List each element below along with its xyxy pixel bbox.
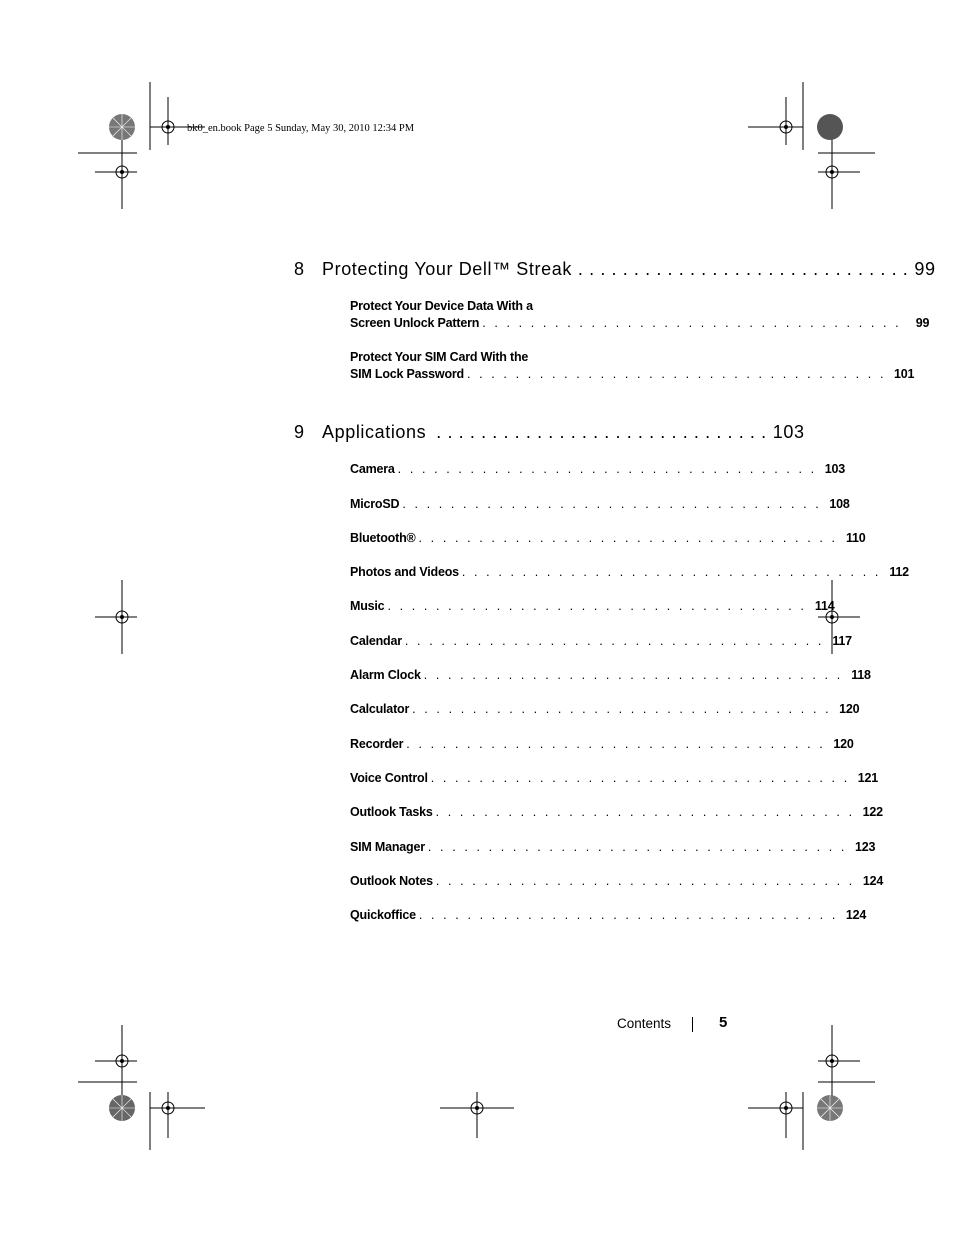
chapter-number: 8: [294, 259, 305, 279]
entry-title: MicroSD: [350, 497, 400, 511]
entry-page: 123: [854, 840, 876, 854]
entry-page: 122: [862, 805, 883, 819]
entry-title: Quickoffice: [350, 908, 416, 922]
dot-leader: . . . . . . . . . . . . . . . . . . . . . . . . . . . . . . . . . . .: [430, 771, 850, 785]
entry-page: 110: [845, 531, 866, 545]
toc-entry[interactable]: [350, 737, 854, 754]
entry-page: 124: [845, 908, 867, 922]
dot-leader: . . . . . . . . . . . . . . . . . . . . . . . . . . . . . . . . . . .: [482, 316, 902, 330]
entry-title: Bluetooth®: [350, 531, 416, 545]
entry-page: 99: [915, 316, 930, 330]
entry-page: 103: [824, 462, 845, 476]
entry-page: 118: [851, 668, 871, 682]
dot-leader: . . . . . . . . . . . . . . . . . . . . . . . . . . . . . . . . . . .: [412, 702, 832, 716]
entry-page: 101: [894, 367, 915, 381]
toc-entry[interactable]: [350, 771, 879, 788]
entry-title: Camera: [350, 462, 395, 476]
entry-page: 117: [832, 634, 852, 648]
entry-title-line2: Screen Unlock Pattern: [350, 316, 480, 330]
entry-title: Outlook Notes: [350, 874, 433, 888]
toc-entry[interactable]: [350, 531, 866, 548]
dot-leader: . . . . . . . . . . . . . . . . . . . . . . . . . . . . . . . . . . .: [402, 497, 822, 511]
dot-leader: . . . . . . . . . . . . . . . . . . . . . . . . . . . . . . . . . . .: [406, 737, 826, 751]
entry-title-line2: SIM Lock Password: [350, 367, 464, 381]
chapter-number: 9: [294, 422, 305, 442]
dot-leader: . . . . . . . . . . . . . . . . . . . . . . . . . . . . . . . . . . .: [461, 565, 881, 579]
entry-title: Calendar: [350, 634, 402, 648]
toc-entry[interactable]: [350, 805, 883, 822]
print-slug: bk0_en.book Page 5 Sunday, May 30, 2010 12:34 PM: [187, 123, 415, 134]
entry-title: SIM Manager: [350, 840, 425, 854]
entry-title-line1: Protect Your Device Data With a: [350, 299, 533, 313]
footer-section-label: Contents: [617, 1016, 672, 1031]
entry-page: 121: [857, 771, 879, 785]
entry-page: 120: [833, 737, 854, 751]
dot-leader: . . . . . . . . . . . . . . . . . . . . . . . . . . . . . . . . . . .: [435, 874, 855, 888]
entry-title: Alarm Clock: [350, 668, 421, 682]
toc-entry[interactable]: [350, 908, 867, 925]
footer-page-number: 5: [719, 1014, 728, 1031]
dot-leader: . . . . . . . . . . . . . . . . . . . . . . . . . . . . . .: [577, 259, 909, 279]
toc-entry[interactable]: [350, 634, 852, 651]
toc-entry[interactable]: [350, 840, 876, 857]
chapter-page: 103: [772, 422, 805, 442]
entry-title: Voice Control: [350, 771, 428, 785]
chapter-title: Applications: [322, 422, 427, 442]
entry-title: Outlook Tasks: [350, 805, 433, 819]
toc-entry[interactable]: [350, 350, 915, 384]
toc-entry[interactable]: [350, 565, 909, 582]
entry-page: 108: [829, 497, 850, 511]
chapter-title: Protecting Your Dell™ Streak: [322, 259, 572, 279]
entry-page: 120: [839, 702, 860, 716]
entry-page: 124: [862, 874, 884, 888]
entry-title-line1: Protect Your SIM Card With the: [350, 350, 529, 364]
entry-title: Photos and Videos: [350, 565, 459, 579]
dot-leader: . . . . . . . . . . . . . . . . . . . . . . . . . . . . . .: [436, 422, 767, 442]
dot-leader: . . . . . . . . . . . . . . . . . . . . . . . . . . . . . . . . . . .: [404, 634, 824, 648]
toc-entry[interactable]: [350, 668, 871, 685]
entry-title: Calculator: [350, 702, 410, 716]
dot-leader: . . . . . . . . . . . . . . . . . . . . . . . . . . . . . . . . . . .: [418, 531, 838, 545]
toc-entry[interactable]: [350, 599, 835, 616]
dot-leader: . . . . . . . . . . . . . . . . . . . . . . . . . . . . . . . . . . .: [397, 462, 817, 476]
entry-page: 112: [889, 565, 909, 579]
entry-title: Recorder: [350, 737, 404, 751]
toc-entry[interactable]: [350, 462, 845, 479]
entry-title: Music: [350, 599, 385, 613]
toc-entry[interactable]: [350, 299, 930, 333]
toc-entry[interactable]: [350, 497, 850, 514]
dot-leader: . . . . . . . . . . . . . . . . . . . . . . . . . . . . . . . . . . .: [467, 367, 887, 381]
toc-entry[interactable]: [350, 702, 860, 719]
footer-divider: [692, 1017, 693, 1032]
dot-leader: . . . . . . . . . . . . . . . . . . . . . . . . . . . . . . . . . . .: [418, 908, 838, 922]
chapter-page: 99: [914, 259, 936, 279]
toc-entry[interactable]: [350, 874, 884, 891]
dot-leader: . . . . . . . . . . . . . . . . . . . . . . . . . . . . . . . . . . .: [427, 840, 847, 854]
entry-page: 114: [814, 599, 835, 613]
dot-leader: . . . . . . . . . . . . . . . . . . . . . . . . . . . . . . . . . . .: [435, 805, 855, 819]
dot-leader: . . . . . . . . . . . . . . . . . . . . . . . . . . . . . . . . . . .: [423, 668, 843, 682]
toc-chapter-8[interactable]: [294, 259, 936, 283]
toc-chapter-9[interactable]: [294, 422, 805, 446]
dot-leader: . . . . . . . . . . . . . . . . . . . . . . . . . . . . . . . . . . .: [387, 599, 807, 613]
